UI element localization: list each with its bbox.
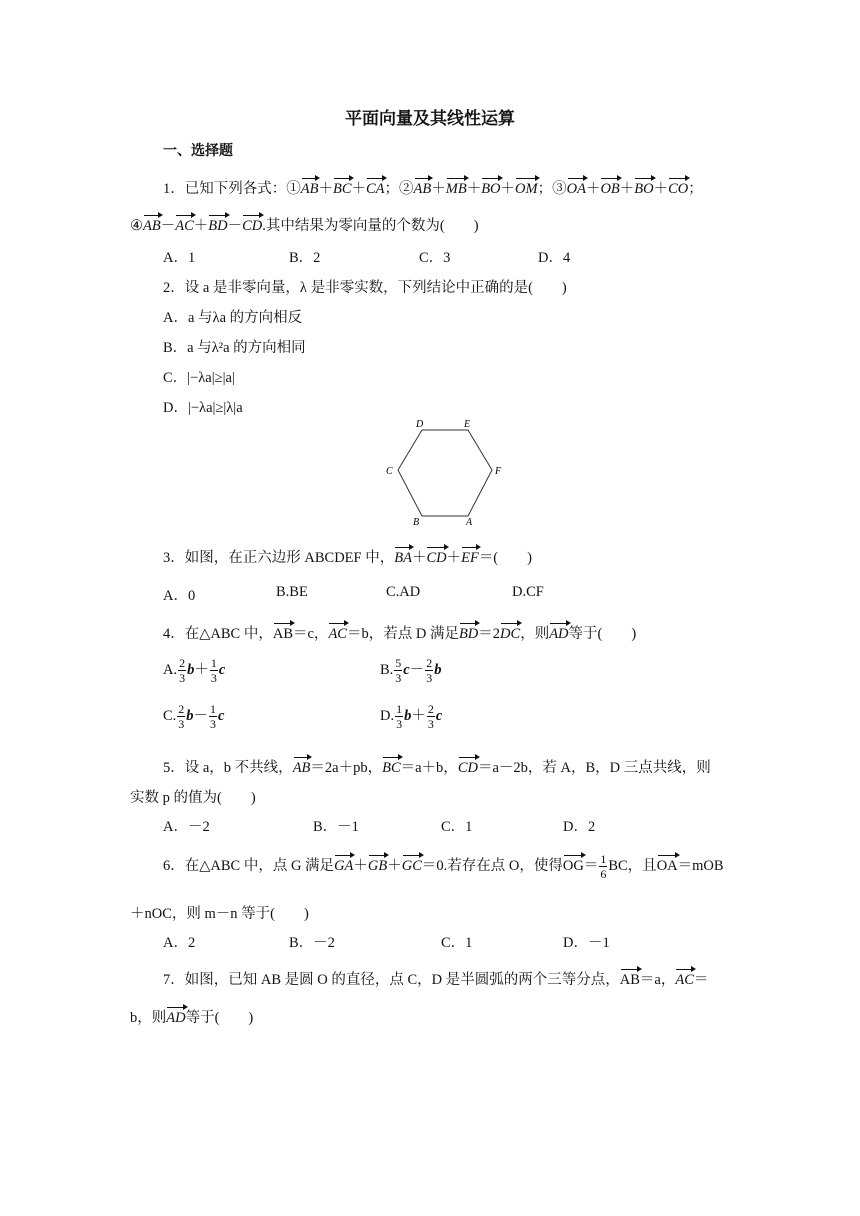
vec-GB: GB [367, 857, 388, 874]
q5-option-d[interactable]: D．2 [563, 819, 596, 835]
q3-option-d[interactable]: D.CF [512, 584, 544, 600]
q4-mid1: ＝c， [293, 626, 329, 642]
page-title: 平面向量及其线性运算 [345, 109, 515, 129]
vec-BC: BC [382, 760, 401, 776]
q4-option-b-label: B. [380, 661, 394, 678]
q4-option-c-label: C. [163, 707, 177, 724]
q6-line1: 6．在△ABC 中，点 G 满足GA＋GB＋GC＝0.若存在点 O，使得OG＝ $\frac{1}{6}$ BC，且OA＝mOB [163, 852, 724, 881]
vec-OG: OG [562, 857, 584, 874]
q1-line1: 1．已知下列各式：①AB＋BC＋CA；②AB＋MB＋BO＋OM；③OA＋OB＋BO＋CO； [163, 181, 703, 197]
q4-option-d-label: D. [380, 707, 395, 724]
q6-option-b[interactable]: B．－2 [289, 935, 335, 951]
vec-BD: BD [208, 218, 228, 234]
q1-mark4: ； [688, 181, 703, 197]
fraction: $\frac{1}{3}$ [210, 656, 217, 685]
hex-label-a: A [466, 517, 473, 528]
fraction: $\frac{1}{6}$ [600, 852, 607, 881]
vec-BO: BO [634, 181, 654, 197]
fraction: $\frac{1}{3}$ [210, 702, 217, 731]
vec-AB: AB [300, 181, 319, 197]
q2-stem: 2．设 a 是非零向量，λ 是非零实数，下列结论中正确的是( ) [163, 280, 567, 296]
q3-stem: 3．如图，在正六边形 ABCDEF 中，BA＋CD＋EF＝( ) [163, 550, 532, 566]
hex-label-c: C [386, 466, 393, 477]
vec-CD: CD [457, 760, 478, 776]
vec-OA: OA [566, 181, 586, 197]
vec-CA: CA [366, 181, 385, 197]
q7-prefix: 7．如图，已知 AB 是圆 O 的直径，点 C，D 是半圆弧的两个三等分点， [163, 972, 620, 988]
q4-mid3: ＝2 [478, 626, 501, 642]
vec-AB: AB [413, 181, 432, 197]
vec-CD: CD [242, 218, 263, 234]
q1-option-d[interactable]: D．4 [538, 250, 571, 266]
vec-AB: AB [292, 760, 311, 776]
q2-option-b[interactable]: B．a 与λ²a 的方向相同 [163, 340, 306, 356]
q5-line1 [163, 756, 711, 777]
q6-option-c[interactable]: C．1 [441, 935, 473, 951]
q6-line2: ＋nOC，则 m－n 等于( ) [130, 906, 309, 922]
vec-GA: GA [334, 857, 354, 874]
q7-end: ＝ [693, 972, 709, 988]
vec-OB: OB [600, 181, 620, 197]
vec-AD: AD [549, 626, 569, 642]
q4-mid2: ＝b，若点 D 满足 [346, 626, 459, 642]
q1-mark2: ；② [384, 181, 414, 197]
hexagon-figure [380, 412, 510, 532]
q6-prefix: 6．在△ABC 中，点 G 满足 [163, 857, 335, 874]
q1-option-c[interactable]: C．3 [419, 250, 451, 266]
vec-DC: DC [500, 626, 521, 642]
vec-BA: BA [394, 550, 412, 566]
q3-option-b[interactable]: B.BE [276, 584, 308, 600]
vec-AD: AD [166, 1010, 186, 1026]
q6-option-d[interactable]: D．－1 [563, 935, 610, 951]
q1-mark3: ；③ [537, 181, 567, 197]
vec-AB: AB [619, 972, 640, 988]
q2-option-a[interactable]: A．a 与λa 的方向相反 [163, 310, 303, 326]
q7-line2-prefix: b，则 [130, 1010, 167, 1026]
hex-label-e: E [464, 419, 471, 430]
fraction: $\frac{2}{3}$ [178, 702, 185, 731]
q2-option-c[interactable]: C．|−λa|≥|a| [163, 370, 235, 386]
q1-line2-end: .其中结果为零向量的个数为( ) [262, 218, 479, 234]
vec-AC: AC [328, 626, 347, 642]
q5-line2: 实数 p 的值为( ) [130, 790, 256, 806]
fraction: $\frac{1}{3}$ [396, 702, 403, 731]
q4-prefix: 4．在△ABC 中， [163, 626, 273, 642]
q1-line2: ④AB－AC＋BD－CD.其中结果为零向量的个数为( ) [130, 218, 479, 234]
q6-mid2: ＝ [583, 857, 599, 874]
q7-line2-end: 等于( ) [185, 1010, 254, 1026]
vec-AC: AC [175, 218, 194, 234]
q6-end: ＝mOB [677, 857, 724, 874]
q6-option-a[interactable]: A．2 [163, 935, 196, 951]
vec-AB: AB [272, 626, 293, 642]
vec-AC: AC [675, 972, 694, 988]
fraction: $\frac{5}{3}$ [395, 656, 402, 685]
q4-option-d[interactable]: D. $\frac{1}{3}$ b＋ $\frac{2}{3}$ c [380, 702, 443, 731]
q3-option-c[interactable]: C.AD [386, 584, 421, 600]
q1-option-b[interactable]: B．2 [289, 250, 321, 266]
vec-CD: CD [426, 550, 447, 566]
vec-CO: CO [668, 181, 689, 197]
vec-OA: OA [656, 857, 678, 874]
q6-mid: ＝0.若存在点 O，使得 [421, 857, 563, 874]
q1-mark5: ④ [130, 218, 143, 234]
vec-EF: EF [461, 550, 479, 566]
hex-label-f: F [495, 466, 502, 477]
vec-BO: BO [481, 181, 501, 197]
q1-mark1: ① [286, 181, 301, 197]
vec-OM: OM [515, 181, 538, 197]
q5-option-c[interactable]: C．1 [441, 819, 473, 835]
q6-mid3: BC，且 [608, 857, 657, 874]
section-heading: 一、选择题 [163, 143, 233, 159]
vec-BD: BD [458, 626, 479, 642]
q5-p1: ＝2a＋pb， [310, 760, 383, 776]
fraction: $\frac{2}{3}$ [427, 702, 434, 731]
vec-MB: MB [445, 181, 467, 197]
q5-option-b[interactable]: B．－1 [313, 819, 359, 835]
vec-GC: GC [401, 857, 422, 874]
q5-option-a[interactable]: A．－2 [163, 819, 210, 835]
hex-label-b: B [413, 517, 420, 528]
q4-stem [163, 622, 636, 643]
vec-AB: AB [143, 218, 161, 234]
q1-option-a[interactable]: A．1 [163, 250, 196, 266]
fraction: $\frac{2}{3}$ [179, 656, 186, 685]
fraction: $\frac{2}{3}$ [426, 656, 433, 685]
q5-prefix: 5．设 a，b 不共线， [163, 760, 293, 776]
q4-suffix: 等于( ) [568, 626, 637, 642]
hex-label-d: D [416, 419, 424, 430]
q7-line1 [163, 968, 708, 989]
q5-p3: ＝a－2b，若 A，B，D 三点共线，则 [477, 760, 711, 776]
q7-mid: ＝a， [639, 972, 676, 988]
q4-mid4: ，则 [520, 626, 550, 642]
q4-option-b[interactable]: B. $\frac{5}{3}$ c－ $\frac{2}{3}$ b [380, 656, 442, 685]
q7-line2 [130, 1006, 253, 1027]
q1-prefix: 1．已知下列各式： [163, 181, 287, 197]
q5-p2: ＝a＋b， [400, 760, 458, 776]
hexagon-shape [398, 430, 492, 516]
q3-option-a[interactable]: A．0 [163, 588, 196, 604]
q3-suffix: ＝( ) [478, 550, 532, 566]
vec-BC: BC [332, 181, 352, 197]
q2-option-d[interactable]: D．|−λa|≥|λ|a [163, 400, 243, 416]
q4-option-a-label: A. [163, 661, 178, 678]
q3-prefix: 3．如图，在正六边形 ABCDEF 中， [163, 550, 395, 566]
q4-option-c[interactable]: C. $\frac{2}{3}$ b－ $\frac{1}{3}$ c [163, 702, 225, 731]
q4-option-a[interactable]: A. $\frac{2}{3}$ b＋ $\frac{1}{3}$ c [163, 656, 226, 685]
